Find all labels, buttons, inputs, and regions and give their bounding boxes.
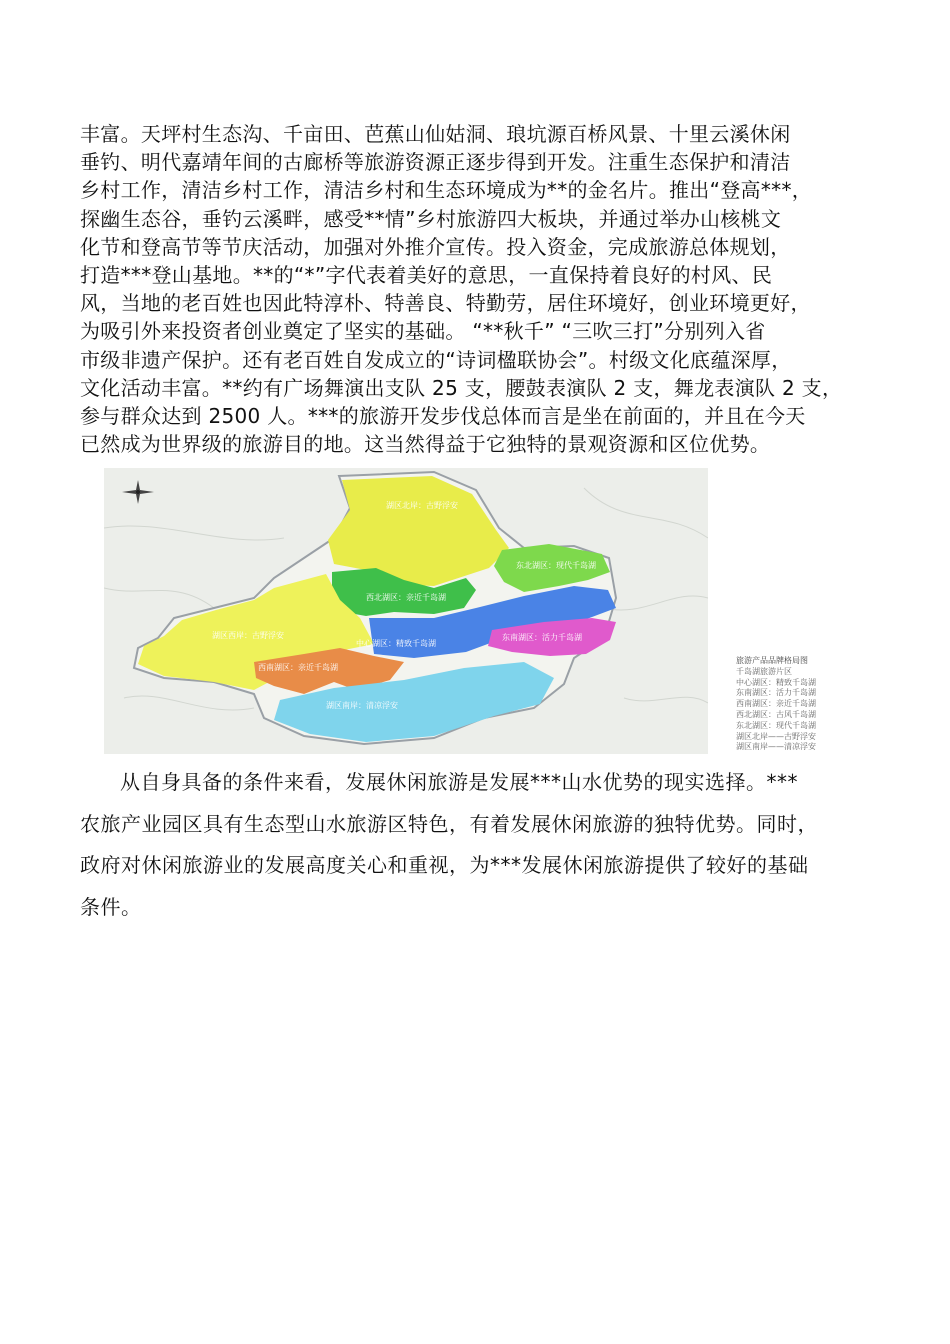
legend-title: 旅游产品品牌格局图 <box>736 656 808 665</box>
compass-icon <box>122 480 154 504</box>
text-line: 风，当地的老百姓也因此特淳朴、特善良、特勤劳，居住环境好，创业环境更好， <box>80 291 811 316</box>
legend-item: 湖区南岸——清凉浮安 <box>736 742 816 752</box>
legend-item: 东北湖区：现代千岛湖 <box>736 720 816 730</box>
paragraph-conditions <box>80 762 890 928</box>
zone-label-northeast: 东北湖区：现代千岛湖 <box>516 561 596 570</box>
legend-item: 湖区北岸——古野浮安 <box>736 731 816 741</box>
text-line: 丰富。天坪村生态沟、千亩田、芭蕉山仙姑洞、琅坑源百桥风景、十里云溪休闲 <box>80 122 791 146</box>
text-line: 市级非遗产保护。还有老百姓自发成立的“诗词楹联协会”。村级文化底蕴深厚， <box>80 347 792 372</box>
text-line: 乡村工作，清洁乡村工作，清洁乡村和生态环境成为**的金名片。推出“登高***， <box>80 178 813 203</box>
text-line: 打造***登山基地。**的“*”字代表着美好的意思，一直保持着良好的村风、民 <box>80 263 773 288</box>
legend-item: 东南湖区：活力千岛湖 <box>736 688 816 698</box>
legend-item: 中心湖区：精致千岛湖 <box>736 677 816 687</box>
map-legend <box>736 656 856 753</box>
text-line: 化节和登高节等节庆活动，加强对外推介宣传。投入资金，完成旅游总体规划， <box>80 234 791 259</box>
zone-label-southeast: 东南湖区：活力千岛湖 <box>502 633 582 642</box>
text-line: 政府对休闲旅游业的发展高度关心和重视，为***发展休闲旅游提供了较好的基础 <box>80 853 809 877</box>
zone-label-center: 中心湖区：精致千岛湖 <box>356 639 436 648</box>
text-line: 参与群众达到 2500 人。***的旅游开发步伐总体而言是坐在前面的，并且在今天 <box>80 404 806 429</box>
text-line: 农旅产业园区具有生态型山水旅游区特色，有着发展休闲旅游的独特优势。同时， <box>80 811 818 836</box>
text-line: 从自身具备的条件来看，发展休闲旅游是发展***山水优势的现实选择。*** <box>120 770 798 794</box>
legend-item: 西北湖区：古风千岛湖 <box>736 709 816 719</box>
text-line: 条件。 <box>80 894 142 919</box>
zone-label-west: 湖区西岸：古野浮安 <box>212 631 284 640</box>
text-line: 探幽生态谷，垂钓云溪畔，感受**情”乡村旅游四大板块，并通过举办山核桃文 <box>80 206 782 231</box>
zone-label-north: 湖区北岸：古野浮安 <box>386 501 458 510</box>
text-line: 已然成为世界级的旅游目的地。这当然得益于它独特的景观资源和区位优势。 <box>80 432 771 457</box>
legend-item: 千岛湖旅游片区 <box>736 666 792 676</box>
text-line: 文化活动丰富。**约有广场舞演出支队 25 支，腰鼓表演队 2 支，舞龙表演队 2 支， <box>80 375 843 400</box>
text-line: 为吸引外来投资者创业奠定了坚实的基础。 “**秋千” “三吹三打”分别列入省 <box>80 319 766 344</box>
zone-label-south: 湖区南岸：清凉浮安 <box>326 701 398 710</box>
zone-label-northwest: 西北湖区：亲近千岛湖 <box>366 593 446 602</box>
text-line: 垂钓、明代嘉靖年间的古廊桥等旅游资源正逐步得到开发。注重生态保护和清洁 <box>80 150 791 175</box>
map-graphic <box>104 468 708 754</box>
tourism-zone-map <box>104 468 708 754</box>
legend-item: 西南湖区：亲近千岛湖 <box>736 699 816 709</box>
zone-label-southwest: 西南湖区：亲近千岛湖 <box>258 663 338 672</box>
paragraph-tourism-resources <box>80 120 880 458</box>
